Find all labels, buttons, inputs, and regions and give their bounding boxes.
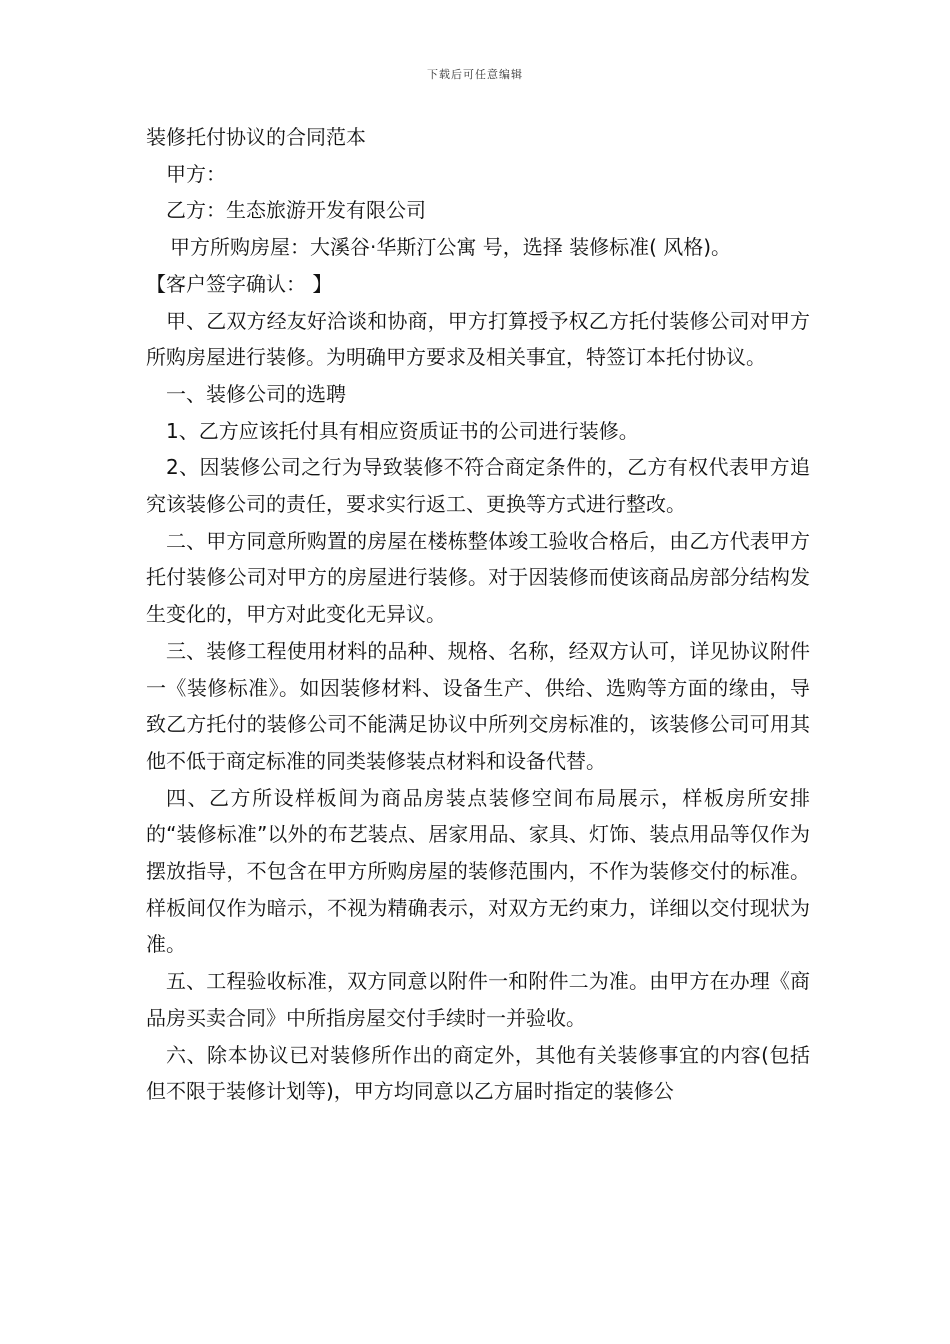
signature-confirmation-line: 【客户签字确认： 】: [146, 271, 333, 296]
section-6-paragraph: 六、除本协议已对装修所作出的商定外，其他有关装修事宜的内容(包括但不限于装修计划等)，甲方均同意以乙方届时指定的装修公: [146, 1042, 810, 1104]
document-title: 装修托付协议的合同范本: [146, 125, 366, 149]
party-a-line: 甲方：: [166, 161, 226, 186]
contract-document: [146, 119, 810, 1110]
page-header-note: 下载后可任意编辑: [427, 68, 523, 81]
property-line: 甲方所购房屋：大溪谷·华斯汀公寓 号，选择 装修标准( 风格)。: [170, 235, 732, 260]
section-3-paragraph: 三、装修工程使用材料的品种、规格、名称，经双方认可，详见协议附件一《装修标准》。如因装修材料、设备生产、供给、选购等方面的缘由，导致乙方托付的装修公司不能满足协议中所列交房标准的，该装修公司可用其他不低于商定标准的同类装修装点材料和设备代替。: [146, 638, 810, 773]
party-b-line: 乙方：生态旅游开发有限公司: [166, 198, 426, 223]
section-1-title: 一、装修公司的选聘: [166, 381, 346, 406]
section-5-paragraph: 五、工程验收标准，双方同意以附件一和附件二为准。由甲方在办理《商品房买卖合同》中所指房屋交付手续时一并验收。: [146, 969, 810, 1030]
section-1-item-1: 1、乙方应该托付具有相应资质证书的公司进行装修。: [166, 418, 639, 443]
section-2-paragraph: 二、甲方同意所购置的房屋在楼栋整体竣工验收合格后，由乙方代表甲方托付装修公司对甲方的房屋进行装修。对于因装修而使该商品房部分结构发生变化的，甲方对此变化无异议。: [146, 528, 810, 627]
intro-paragraph: 甲、乙双方经友好洽谈和协商，甲方打算授予权乙方托付装修公司对甲方所购房屋进行装修。为明确甲方要求及相关事宜，特签订本托付协议。: [146, 308, 810, 370]
section-4-paragraph: 四、乙方所设样板间为商品房装点装修空间布局展示，样板房所安排的“装修标准”以外的布艺装点、居家用品、家具、灯饰、装点用品等仅作为摆放指导，不包含在甲方所购房屋的装修范围内，不作为装修交付的标准。样板间仅作为暗示，不视为精确表示，对双方无约束力，详细以交付现状为准。: [146, 785, 810, 957]
section-1-item-2: 2、因装修公司之行为导致装修不符合商定条件的，乙方有权代表甲方追究该装修公司的责任，要求实行返工、更换等方式进行整改。: [146, 455, 810, 517]
